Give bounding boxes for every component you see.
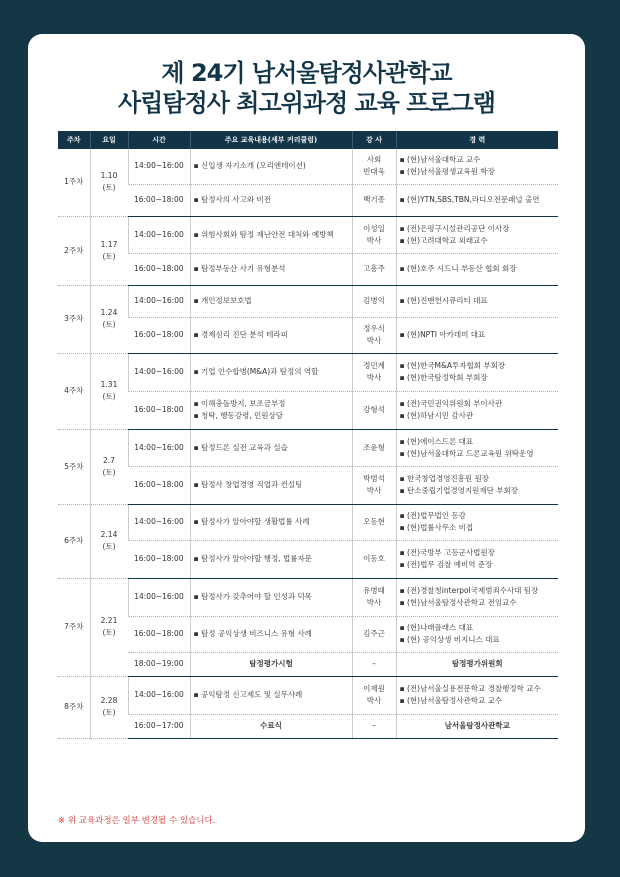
date-text: 2.21 bbox=[100, 616, 118, 625]
content-cell bbox=[190, 253, 352, 285]
instructor-line: 박사 bbox=[366, 336, 382, 345]
content-line: ▪ 탐정사 창업경영 직업과 컨설팅 bbox=[193, 480, 303, 489]
career-line: ▪ (현)하남시민 감사관 bbox=[399, 411, 474, 420]
instructor-cell bbox=[352, 253, 396, 285]
content-cell bbox=[190, 216, 352, 253]
weekday-text: (토) bbox=[102, 542, 116, 551]
content-line: ▪ 기업 인수합병(M&A)과 탐정의 역할 bbox=[193, 367, 319, 376]
content-cell bbox=[190, 652, 352, 676]
career-cell bbox=[396, 616, 558, 652]
time-cell: 16:00~18:00 bbox=[128, 253, 190, 285]
content-line: ▪ 위험사회와 탐정 재난안전 대처와 예방책 bbox=[193, 229, 334, 239]
time-cell: 14:00~16:00 bbox=[128, 353, 190, 391]
table-row bbox=[58, 149, 558, 184]
career-line: ▪ (전)법무 검찰 예비역 준장 bbox=[399, 560, 493, 569]
content-cell bbox=[190, 391, 352, 429]
date-text: 1.17 bbox=[100, 239, 118, 249]
header-instructor: 강 사 bbox=[352, 131, 396, 149]
content-line: ▪ 탐정사의 사고와 비전 bbox=[193, 195, 271, 204]
content-cell bbox=[190, 616, 352, 652]
table-row bbox=[58, 616, 558, 652]
career-line: ▪ (현)남서울평생교육원 학장 bbox=[399, 167, 495, 177]
career-line: ▪ (현)진맨헌시큐리티 대표 bbox=[399, 296, 488, 305]
instructor-line: 강형석 bbox=[363, 405, 385, 414]
instructor-line: 고흥주 bbox=[363, 264, 385, 273]
instructor-cell bbox=[352, 353, 396, 391]
week-cell: 6주차 bbox=[58, 504, 90, 578]
week-cell: 2주차 bbox=[58, 216, 90, 285]
table-row bbox=[58, 466, 558, 504]
header-time: 시간 bbox=[128, 131, 190, 149]
instructor-line: 백기종 bbox=[363, 195, 385, 204]
career-line: ▪ (현)고려대학교 외래교수 bbox=[399, 235, 488, 245]
program-card bbox=[28, 34, 585, 842]
career-line: ▪ (현)남서울탐정사관학교 교수 bbox=[399, 696, 503, 705]
instructor-line: – bbox=[372, 659, 376, 668]
content-cell bbox=[190, 184, 352, 216]
header-content: 주요 교육내용(세부 커리큘럼) bbox=[190, 131, 352, 149]
table-row bbox=[58, 216, 558, 253]
instructor-line: 정민계 bbox=[363, 361, 385, 370]
content-line: ▪ 경제심리 진단 분석 테라피 bbox=[193, 330, 288, 339]
content-line: ▪ 탐정사가 알아야할 행정, 법률자문 bbox=[193, 554, 312, 563]
time-cell: 14:00~16:00 bbox=[128, 216, 190, 253]
table-row bbox=[58, 540, 558, 578]
table-row bbox=[58, 578, 558, 616]
instructor-line: 오동현 bbox=[363, 517, 385, 526]
header-day: 요일 bbox=[90, 131, 128, 149]
content-line: ▪ 신입생 자기소개 (오리엔테이션) bbox=[193, 161, 306, 171]
date-cell bbox=[90, 578, 128, 676]
page-subtitle: 사립탐정사 최고위과정 교육 프로그램 bbox=[117, 89, 495, 117]
table-row bbox=[58, 504, 558, 540]
career-cell bbox=[396, 429, 558, 466]
career-line: ▪ (현)YTN,SBS,TBN,라디오전문패널 출연 bbox=[399, 195, 540, 204]
career-line: 탐정평가위원회 bbox=[451, 659, 503, 668]
career-line: ▪ (전)국방부 고등군사법원장 bbox=[399, 548, 495, 557]
table-row bbox=[58, 652, 558, 676]
time-cell: 14:00~16:00 bbox=[128, 285, 190, 317]
content-cell bbox=[190, 353, 352, 391]
instructor-cell bbox=[352, 616, 396, 652]
table-row bbox=[58, 429, 558, 466]
career-cell bbox=[396, 149, 558, 184]
instructor-line: 정우식 bbox=[363, 324, 385, 333]
week-cell: 1주차 bbox=[58, 149, 90, 216]
time-cell: 16:00~18:00 bbox=[128, 466, 190, 504]
time-cell: 18:00~19:00 bbox=[128, 652, 190, 676]
weekday-text: (토) bbox=[102, 183, 116, 193]
table-row bbox=[58, 353, 558, 391]
content-line: ▪ 탐정드론 실전 교육과 실습 bbox=[193, 442, 288, 452]
instructor-cell bbox=[352, 285, 396, 317]
content-cell bbox=[190, 285, 352, 317]
instructor-line: 박사 bbox=[366, 373, 382, 382]
career-line: ▪ (전)법무법인 동감 bbox=[399, 511, 466, 520]
table-row bbox=[58, 253, 558, 285]
career-line: ▪ (전)경찰청interpol국제범죄수사대 팀장 bbox=[399, 586, 539, 595]
instructor-line: 이성일 bbox=[363, 223, 385, 233]
table-row bbox=[58, 714, 558, 738]
header-career: 경 력 bbox=[396, 131, 558, 149]
table-header-row bbox=[58, 131, 558, 149]
footnote: ※ 위 교육과정은 일부 변경될 수 있습니다. bbox=[58, 816, 216, 826]
career-line: ▪ 한국창업경영진흥원 원장 bbox=[399, 474, 490, 483]
content-line: ▪ 탐정사가 알아야할 생활법률 사례 bbox=[193, 517, 310, 526]
content-cell bbox=[190, 540, 352, 578]
weekday-text: (토) bbox=[102, 251, 116, 261]
time-cell: 16:00~18:00 bbox=[128, 540, 190, 578]
table-row bbox=[58, 285, 558, 317]
career-cell bbox=[396, 652, 558, 676]
instructor-line: 박사 bbox=[366, 235, 382, 245]
instructor-cell bbox=[352, 466, 396, 504]
content-line: ▪ 공익탐정 신고제도 및 실무사례 bbox=[193, 690, 303, 699]
content-line: 수료식 bbox=[260, 721, 282, 730]
time-cell: 16:00~18:00 bbox=[128, 317, 190, 353]
table-row bbox=[58, 184, 558, 216]
instructor-cell bbox=[352, 652, 396, 676]
career-line: ▪ (현)한국M&A투자협회 부회장 bbox=[399, 361, 506, 370]
schedule-table bbox=[58, 131, 558, 739]
career-line: ▪ (전)국민권익위원회 부이사관 bbox=[399, 399, 503, 408]
career-cell bbox=[396, 578, 558, 616]
career-line: ▪ (현)남서울탐정사관학교 전임교수 bbox=[399, 598, 517, 607]
content-line: ▪ 개인정보보호법 bbox=[193, 296, 252, 305]
instructor-line: 박사 bbox=[366, 486, 382, 495]
instructor-line: 박사 bbox=[366, 696, 382, 705]
instructor-cell bbox=[352, 540, 396, 578]
content-line: ▪ 탐정부동산 사기 유형분석 bbox=[193, 264, 286, 273]
date-cell bbox=[90, 429, 128, 504]
content-cell bbox=[190, 578, 352, 616]
content-cell bbox=[190, 714, 352, 738]
career-cell bbox=[396, 676, 558, 714]
week-cell: 5주차 bbox=[58, 429, 90, 504]
date-cell bbox=[90, 149, 128, 216]
week-cell: 7주차 bbox=[58, 578, 90, 676]
career-cell bbox=[396, 353, 558, 391]
date-text: 2.14 bbox=[100, 530, 118, 539]
time-cell: 14:00~16:00 bbox=[128, 429, 190, 466]
table-row bbox=[58, 676, 558, 714]
instructor-line: 유병태 bbox=[363, 586, 385, 595]
career-cell bbox=[396, 504, 558, 540]
instructor-line: 김병익 bbox=[363, 296, 385, 305]
career-line: ▪ (현)호주 시드니 부동산 협회 회장 bbox=[399, 264, 517, 273]
week-cell: 4주차 bbox=[58, 353, 90, 429]
date-text: 2.28 bbox=[100, 696, 118, 705]
content-line: ▪ 청탁, 행동강령, 민원상담 bbox=[193, 411, 283, 420]
date-cell bbox=[90, 285, 128, 353]
content-line: ▪ 탐정사가 갖추어야 할 인성과 덕목 bbox=[193, 592, 312, 601]
instructor-line: 사회 bbox=[366, 155, 382, 165]
instructor-cell bbox=[352, 504, 396, 540]
page-title: 제 24기 남서울탐정사관학교 bbox=[161, 59, 452, 87]
instructor-cell bbox=[352, 317, 396, 353]
career-line: ▪ (현)법률사무소 비접 bbox=[399, 523, 474, 532]
table-row bbox=[58, 317, 558, 353]
content-line: ▪ 이해충돌방지, 보조금부정 bbox=[193, 399, 286, 408]
week-cell: 8주차 bbox=[58, 676, 90, 738]
career-cell bbox=[396, 540, 558, 578]
weekday-text: (토) bbox=[102, 628, 116, 637]
week-cell: 3주차 bbox=[58, 285, 90, 353]
career-line: ▪ (현)NPTI 아카데미 대표 bbox=[399, 330, 486, 339]
instructor-cell bbox=[352, 391, 396, 429]
date-cell bbox=[90, 353, 128, 429]
instructor-line: – bbox=[372, 721, 376, 730]
time-cell: 16:00~18:00 bbox=[128, 391, 190, 429]
time-cell: 14:00~16:00 bbox=[128, 578, 190, 616]
content-cell bbox=[190, 149, 352, 184]
date-text: 1.24 bbox=[100, 308, 118, 317]
instructor-cell bbox=[352, 429, 396, 466]
career-cell bbox=[396, 184, 558, 216]
instructor-cell bbox=[352, 216, 396, 253]
instructor-line: 박범석 bbox=[363, 474, 385, 483]
career-line: ▪ (전)은평구시설관리공단 이사장 bbox=[399, 223, 510, 233]
instructor-line: 빈대욱 bbox=[363, 167, 385, 177]
career-line: ▪ (현)에이스드론 대표 bbox=[399, 436, 474, 446]
date-text: 2.7 bbox=[103, 455, 115, 465]
instructor-line: 이재원 bbox=[363, 684, 385, 693]
date-cell bbox=[90, 216, 128, 285]
career-line: ▪ (현)남서울대학교 드론교육원 위탁운영 bbox=[399, 448, 534, 458]
instructor-line: 박사 bbox=[366, 598, 382, 607]
career-cell bbox=[396, 216, 558, 253]
content-line: 탐정평가시험 bbox=[249, 659, 293, 668]
date-text: 1.31 bbox=[100, 380, 118, 389]
content-cell bbox=[190, 429, 352, 466]
instructor-line: 조윤형 bbox=[363, 442, 385, 452]
career-line: ▪ (현) 공익상생 비지니스 대표 bbox=[399, 635, 500, 644]
instructor-line: 김주근 bbox=[363, 629, 385, 638]
content-line: ▪ 탐정 공익상생 비즈니스 유형 사례 bbox=[193, 629, 312, 638]
instructor-cell bbox=[352, 714, 396, 738]
weekday-text: (토) bbox=[102, 320, 116, 329]
instructor-cell bbox=[352, 676, 396, 714]
weekday-text: (토) bbox=[102, 708, 116, 717]
instructor-line: 이동호 bbox=[363, 554, 385, 563]
date-cell bbox=[90, 504, 128, 578]
career-cell bbox=[396, 285, 558, 317]
career-cell bbox=[396, 466, 558, 504]
weekday-text: (토) bbox=[102, 392, 116, 401]
date-text: 1.10 bbox=[100, 171, 118, 181]
career-cell bbox=[396, 391, 558, 429]
time-cell: 14:00~16:00 bbox=[128, 149, 190, 184]
instructor-cell bbox=[352, 184, 396, 216]
content-cell bbox=[190, 676, 352, 714]
content-cell bbox=[190, 504, 352, 540]
table-row bbox=[58, 391, 558, 429]
time-cell: 14:00~16:00 bbox=[128, 676, 190, 714]
content-cell bbox=[190, 317, 352, 353]
instructor-cell bbox=[352, 149, 396, 184]
time-cell: 14:00~16:00 bbox=[128, 504, 190, 540]
career-line: ▪ (현)한국탐정학회 부회장 bbox=[399, 373, 488, 382]
content-cell bbox=[190, 466, 352, 504]
time-cell: 16:00~18:00 bbox=[128, 616, 190, 652]
career-cell bbox=[396, 714, 558, 738]
instructor-cell bbox=[352, 578, 396, 616]
career-line: 남서울탐정사관학교 bbox=[444, 721, 510, 730]
career-line: ▪ 탄소중립기업경영지원재단 부회장 bbox=[399, 486, 519, 495]
career-cell bbox=[396, 253, 558, 285]
career-cell bbox=[396, 317, 558, 353]
header-week: 주차 bbox=[58, 131, 90, 149]
time-cell: 16:00~18:00 bbox=[128, 184, 190, 216]
career-line: ▪ (전)남서울실용전문학교 경찰행정학 교수 bbox=[399, 684, 541, 693]
career-line: ▪ (현)남서울대학교 교수 bbox=[399, 155, 481, 165]
schedule-body bbox=[58, 149, 558, 738]
weekday-text: (토) bbox=[102, 467, 116, 477]
date-cell bbox=[90, 676, 128, 738]
career-line: ▪ (현)나래플래스 대표 bbox=[399, 623, 474, 632]
time-cell: 16:00~17:00 bbox=[128, 714, 190, 738]
